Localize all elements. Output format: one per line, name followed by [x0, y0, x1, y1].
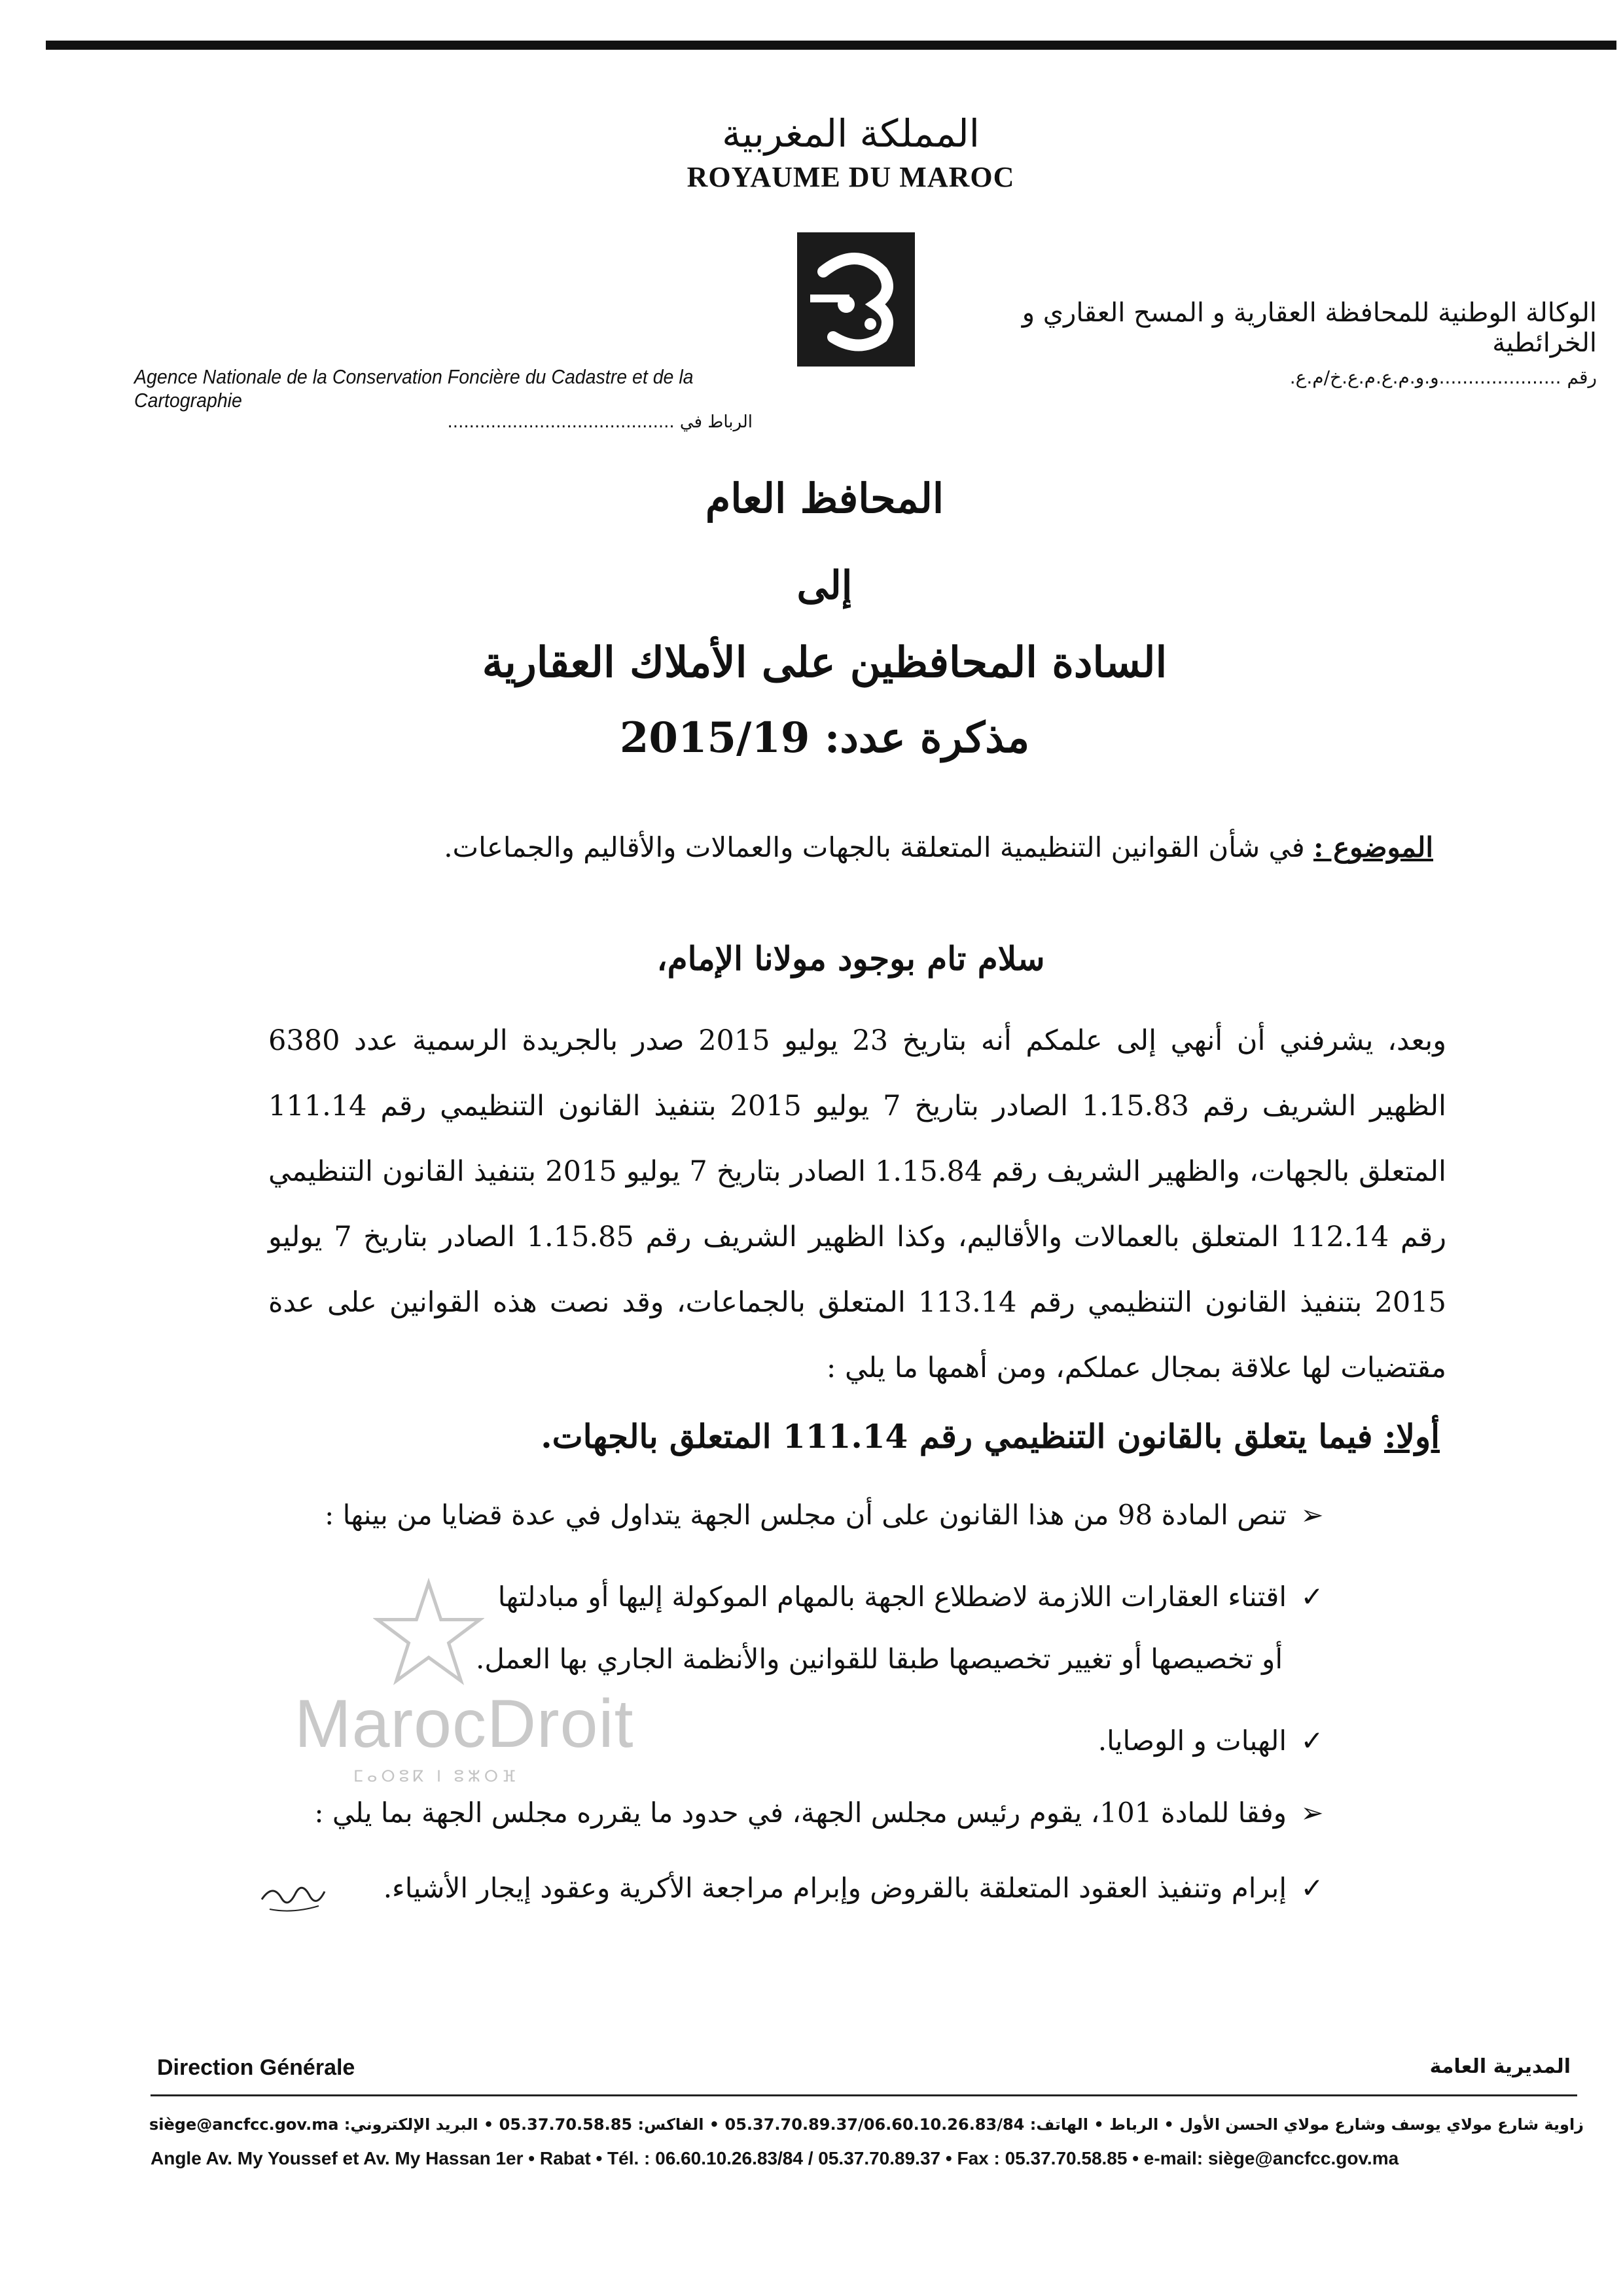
section-title-text: فيما يتعلق بالقانون التنظيمي رقم 111.14 المتعلق بالجهات.: [541, 1417, 1373, 1456]
subject-text: في شأن القوانين التنظيمية المتعلقة بالجهات والعمالات والأقاليم والجماعات.: [444, 831, 1305, 863]
list-item-text: أو تخصيصها أو تغيير تخصيصها طبقا للقوانين والأنظمة الجاري بها العمل.: [475, 1643, 1283, 1675]
list-item: [262, 1486, 1329, 1545]
agency-name-french: Agence Nationale de la Conservation Foncière du Cadastre et de la Cartographie: [134, 365, 694, 412]
footer-direction-arabic: المديرية العامة: [1429, 2055, 1571, 2078]
list-item-text: الهبات و الوصايا.: [1097, 1725, 1287, 1757]
arrow-bullet-icon: ➢: [1300, 1797, 1324, 1829]
check-bullet-icon: ✓: [1300, 1725, 1324, 1757]
body-paragraph: وبعد، يشرفني أن أنهي إلى علمكم أنه بتاريخ 23 يوليو 2015 صدر بالجريدة الرسمية عدد 6380 الظهير الشريف رقم 1.15.83 الصادر بتاريخ 7 يوليو 2015 بتنفيذ القانون التنظيمي رقم 111.14 المتعلق بالجهات، والظهير الشريف رقم 1.15.84 الصادر بتاريخ 7 يوليو 2015 بتنفيذ القانون التنظيمي رقم 112.14 المتعلق بالعمالات والأقاليم، وكذا الظهير الشريف رقم 1.15.85 الصادر بتاريخ 7 يوليو 2015 بتنفيذ القانون التنظيمي رقم 113.14 المتعلق بالجماعات، وقد نصت هذه القوانين على عدة مقتضيات لها علاقة بمجال عملكم، ومن أهمها ما يلي :: [268, 1024, 1446, 1384]
initials-signature-icon: [257, 1873, 329, 1919]
watermark-tagline: ⵎⴰⵔⵓⴽ ⵏ ⵓⵣⵔⴼ: [353, 1767, 520, 1785]
agency-name-arabic: الوكالة الوطنية للمحافظة العقارية و المسح العقاري و الخرائطية: [1022, 298, 1597, 358]
sender-title: المحافظ العام: [705, 475, 944, 522]
list-item: [262, 1784, 1329, 1842]
list-item-text: إبرام وتنفيذ العقود المتعلقة بالقروض وإبرام مراجعة الأكرية وعقود إيجار الأشياء.: [383, 1872, 1287, 1904]
list-item-text: تنص المادة 98 من هذا القانون على أن مجلس الجهة يتداول في عدة قضايا من بينها :: [325, 1499, 1287, 1531]
top-border-line: [46, 41, 1616, 50]
list-item-text: وفقا للمادة 101، يقوم رئيس مجلس الجهة، في حدود ما يقرره مجلس الجهة بما يلي :: [314, 1797, 1287, 1829]
recipients-title: السادة المحافظين على الأملاك العقارية: [482, 638, 1168, 687]
section-heading: [262, 1417, 1440, 1456]
greeting: سلام تام بوجود مولانا الإمام،: [656, 939, 1045, 978]
agency-logo-icon: [797, 232, 915, 367]
footer-direction-french: Direction Générale: [157, 2055, 355, 2080]
reference-number-line: رقم .....................و.و.م.ع.م.ع.خ/م.ع.: [1289, 367, 1597, 388]
list-item: [262, 1859, 1329, 1918]
memo-number: مذكرة عدد: 2015/19: [619, 713, 1030, 762]
list-item-text: اقتناء العقارات اللازمة لاضطلاع الجهة بالمهام الموكولة إليها أو مبادلتها: [497, 1581, 1287, 1613]
place-date-line: الرباط في ..........................................: [447, 412, 753, 432]
footer-divider: [151, 2094, 1577, 2096]
watermark-star-icon: [373, 1577, 484, 1689]
footer-address-french: Angle Av. My Youssef et Av. My Hassan 1er • Rabat • Tél. : 06.60.10.26.83/84 / 05.37.70.89.37 • Fax : 05.37.70.58.85 • e-mail: siège@ancfcc.gov.ma: [151, 2148, 1399, 2168]
check-bullet-icon: ✓: [1300, 1581, 1324, 1613]
section-label: أولا:: [1383, 1417, 1440, 1456]
subject-label: الموضوع :: [1313, 831, 1433, 863]
arrow-bullet-icon: ➢: [1300, 1499, 1324, 1531]
watermark-name: MarocDroit: [294, 1686, 634, 1762]
kingdom-name-arabic: المملكة المغربية: [722, 111, 980, 156]
subject-line: [262, 831, 1433, 863]
kingdom-name-french: ROYAUME DU MAROC: [687, 161, 1015, 193]
to-word: إلى: [796, 563, 853, 609]
check-bullet-icon: ✓: [1300, 1872, 1324, 1904]
footer-address-arabic: زاوية شارع مولاي يوسف وشارع مولاي الحسن الأول • الرباط • الهاتف: 05.37.70.89.37/06.60.10.26.83/84 • الفاكس: 05.37.70.58.85 • البريد الإلكتروني: siège@ancfcc.gov.ma: [149, 2115, 1584, 2134]
